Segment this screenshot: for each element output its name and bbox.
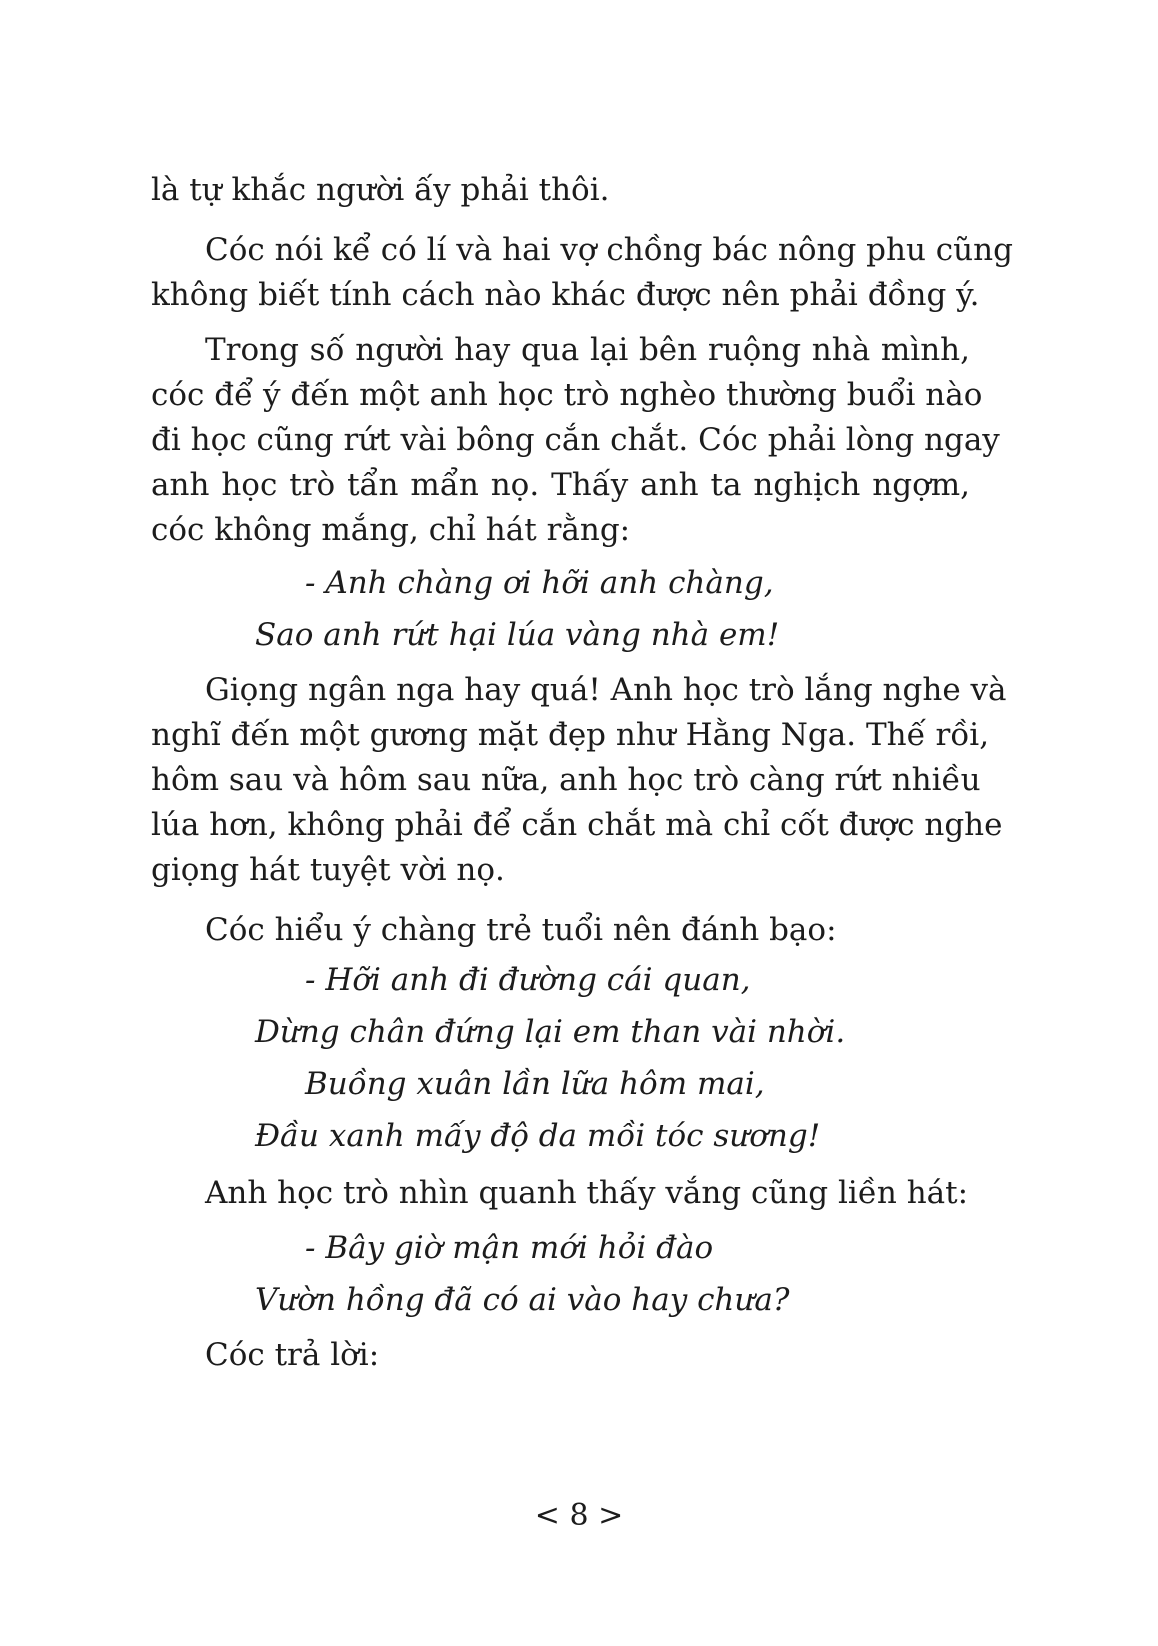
verse-line: Đầu xanh mấy độ da mồi tóc sương!	[255, 1118, 821, 1154]
paragraph-line: cóc để ý đến một anh học trò nghèo thường buổi nào	[151, 377, 983, 413]
paragraph-line: Cóc nói kể có lí và hai vợ chồng bác nông phu cũng	[205, 232, 1013, 268]
paragraph-line: anh học trò tẩn mẩn nọ. Thấy anh ta nghịch ngợm,	[151, 467, 970, 503]
text-line: Cóc trả lời:	[205, 1337, 380, 1373]
paragraph-line: lúa hơn, không phải để cắn chắt mà chỉ cốt được nghe	[151, 807, 1003, 843]
paragraph-line: đi học cũng rứt vài bông cắn chắt. Cóc phải lòng ngay	[151, 422, 1000, 458]
verse-line: Sao anh rứt hại lúa vàng nhà em!	[255, 617, 780, 653]
verse-line: - Bây giờ mận mới hỏi đào	[305, 1230, 714, 1266]
paragraph-line: hôm sau và hôm sau nữa, anh học trò càng rứt nhiều	[151, 762, 981, 798]
text-line: không biết tính cách nào khác được nên phải đồng ý.	[151, 277, 980, 313]
text-line: Cóc hiểu ý chàng trẻ tuổi nên đánh bạo:	[205, 912, 837, 948]
text-line: cóc không mắng, chỉ hát rằng:	[151, 512, 631, 548]
verse-line: Buồng xuân lần lữa hôm mai,	[305, 1066, 765, 1102]
paragraph-line: Trong số người hay qua lại bên ruộng nhà mình,	[205, 332, 970, 368]
verse-line: Dừng chân đứng lại em than vài nhời.	[255, 1014, 846, 1050]
text-line: Anh học trò nhìn quanh thấy vắng cũng liền hát:	[205, 1175, 969, 1211]
paragraph-line: Giọng ngân nga hay quá! Anh học trò lắng nghe và	[205, 672, 1007, 708]
verse-line: - Anh chàng ơi hỡi anh chàng,	[305, 565, 774, 601]
text-line: là tự khắc người ấy phải thôi.	[151, 172, 610, 208]
verse-line: Vườn hồng đã có ai vào hay chưa?	[255, 1282, 790, 1318]
page-number: < 8 >	[534, 1498, 624, 1533]
verse-line: - Hỡi anh đi đường cái quan,	[305, 962, 751, 998]
paragraph-line: nghĩ đến một gương mặt đẹp như Hằng Nga. Thế rồi,	[151, 717, 990, 753]
text-line: giọng hát tuyệt vời nọ.	[151, 852, 505, 888]
